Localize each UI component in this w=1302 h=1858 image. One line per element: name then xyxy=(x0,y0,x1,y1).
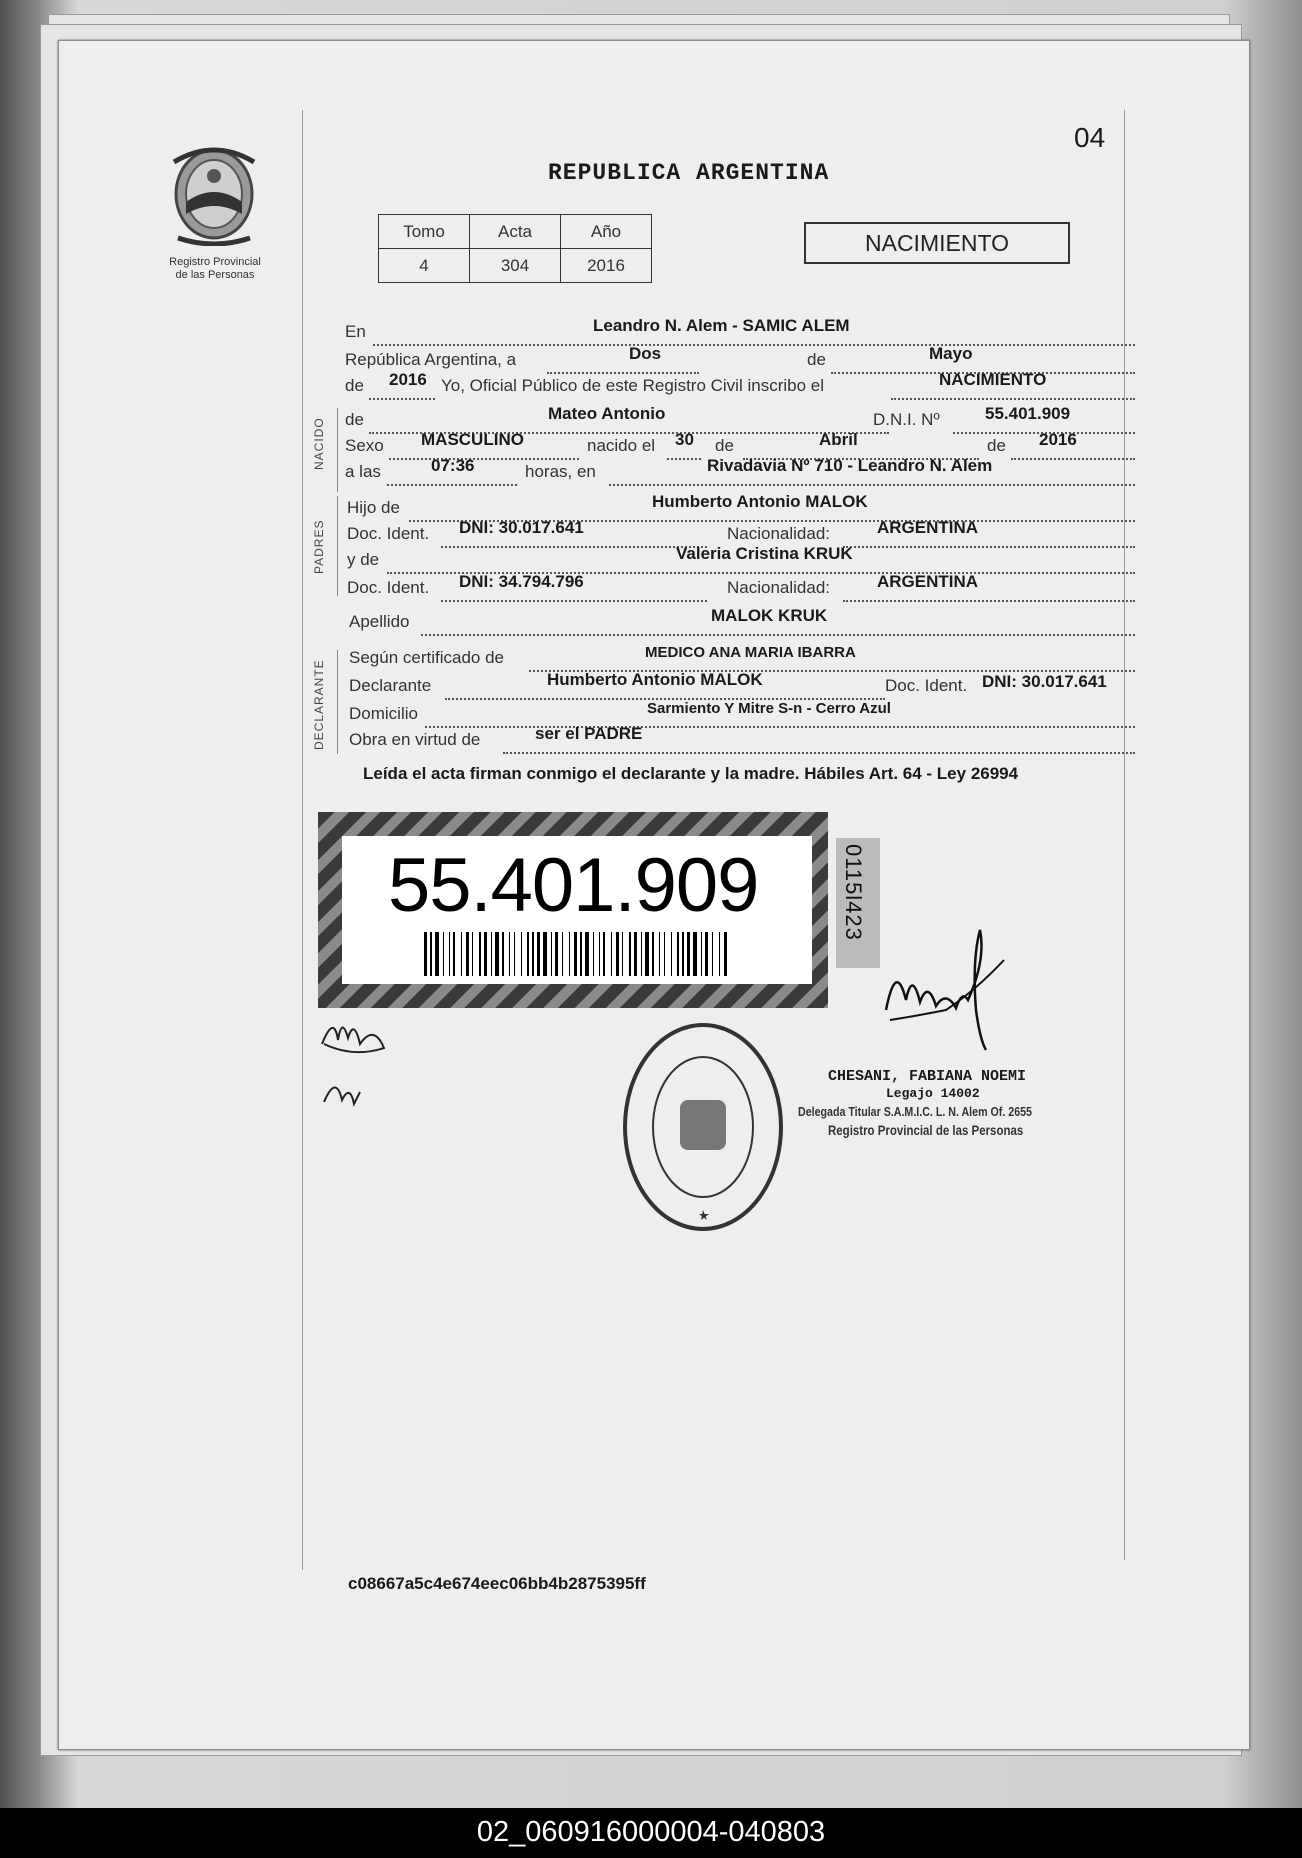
registration-year: 2016 xyxy=(389,370,427,389)
child-sex: MASCULINO xyxy=(421,430,524,449)
registry-table xyxy=(378,214,652,283)
section-divider xyxy=(337,408,338,492)
father-name: Humberto Antonio MALOK xyxy=(652,492,868,511)
en-label: En xyxy=(345,322,366,341)
mother-doc: DNI: 34.794.796 xyxy=(459,572,584,591)
officer-text: Yo, Oficial Público de este Registro Civil inscribo el xyxy=(441,376,824,395)
official-signature xyxy=(876,920,1026,1070)
mother-nationality: ARGENTINA xyxy=(877,572,979,591)
declarant-capacity: ser el PADRE xyxy=(535,724,643,743)
dni-label: D.N.I. Nº xyxy=(873,410,940,429)
birth-month: Abril xyxy=(819,430,858,449)
signatory-office: Registro Provincial de las Personas xyxy=(828,1122,1024,1138)
footer-bar xyxy=(0,1808,1302,1858)
father-nationality: ARGENTINA xyxy=(877,518,979,537)
coat-of-arms-logo xyxy=(164,142,264,246)
birth-year: 2016 xyxy=(1039,430,1077,449)
obra-label: Obra en virtud de xyxy=(349,730,481,749)
surname-row xyxy=(345,606,1115,638)
de-label: de xyxy=(715,436,734,455)
dni-sticker xyxy=(318,812,828,1008)
legal-note: Leída el acta firman conmigo el declarante y la madre. Hábiles Art. 64 - Ley 26994 xyxy=(363,764,1019,783)
barcode xyxy=(424,932,734,976)
ano-header: Año xyxy=(561,215,652,249)
acta-header: Acta xyxy=(470,215,561,249)
tomo-header: Tomo xyxy=(379,215,470,249)
place-value: Leandro N. Alem - SAMIC ALEM xyxy=(593,316,850,335)
child-dni: 55.401.909 xyxy=(985,404,1071,423)
document-hash: c08667a5c4e674eec06bb4b2875395ff xyxy=(348,1574,646,1593)
section-divider xyxy=(337,496,338,596)
sticker-dni-number: 55.401.909 xyxy=(388,843,759,928)
de-label: de xyxy=(345,410,364,429)
signatory-legajo: Legajo 14002 xyxy=(886,1086,980,1101)
logo-caption: Registro Provincial de las Personas xyxy=(169,256,261,281)
mother-doc-row xyxy=(345,572,1115,604)
declarante-label: Declarante xyxy=(349,676,432,695)
domicilio-label: Domicilio xyxy=(349,704,418,723)
doc-label: Doc. Ident. xyxy=(885,676,968,695)
signatory-role: Delegada Titular S.A.M.I.C. L. N. Alem Of. 2655 xyxy=(798,1104,1032,1119)
nacido-side-label: NACIDO xyxy=(312,417,326,470)
ano-value: 2016 xyxy=(561,249,652,283)
officer-row xyxy=(345,370,1115,402)
de-label: de xyxy=(807,350,826,369)
padres-side-label: PADRES xyxy=(312,519,326,574)
nacionalidad-label: Nacionalidad: xyxy=(727,578,831,597)
tomo-value: 4 xyxy=(379,249,470,283)
initials-signature xyxy=(314,1004,394,1114)
horas-label: horas, en xyxy=(525,462,596,481)
act-type: NACIMIENTO xyxy=(939,370,1047,389)
birth-day: 30 xyxy=(675,430,694,449)
margin-line xyxy=(302,110,303,1570)
dni-sticker-label xyxy=(342,836,812,984)
apellido-label: Apellido xyxy=(349,612,410,631)
footer-id: 02_060916000004-040803 xyxy=(476,1816,826,1848)
y-de-label: y de xyxy=(347,550,380,569)
de-label: de xyxy=(345,376,364,395)
birth-time: 07:36 xyxy=(431,456,475,475)
sexo-label: Sexo xyxy=(345,436,384,455)
birth-place: Rivadavia Nº 710 - Leandro N. Alem xyxy=(707,456,993,475)
section-divider xyxy=(337,650,338,754)
declarante-side-label: DECLARANTE xyxy=(312,659,326,750)
a-las-label: a las xyxy=(345,462,381,481)
mother-name: Valeria Cristina KRUK xyxy=(676,544,853,563)
father-doc: DNI: 30.017.641 xyxy=(459,518,584,537)
nacionalidad-label: Nacionalidad: xyxy=(727,524,831,543)
address-row xyxy=(345,700,1115,730)
signatory-name: CHESANI, FABIANA NOEMI xyxy=(828,1068,1027,1085)
sticker-serial xyxy=(836,838,880,968)
born-time-row xyxy=(345,456,1115,488)
declarant-name: Humberto Antonio MALOK xyxy=(547,670,763,689)
child-surname: MALOK KRUK xyxy=(711,606,828,625)
country-label: República Argentina, a xyxy=(345,350,517,369)
capacity-row xyxy=(345,724,1115,756)
child-name: Mateo Antonio xyxy=(548,404,666,423)
place-row xyxy=(345,316,1115,348)
certificate-issuer: MEDICO ANA MARIA IBARRA xyxy=(645,644,856,661)
record-type-box: NACIMIENTO xyxy=(804,222,1070,264)
declarant-address: Sarmiento Y Mitre S-n - Cerro Azul xyxy=(647,700,891,717)
page-number: 04 xyxy=(1074,122,1106,153)
hijo-label: Hijo de xyxy=(347,498,400,517)
acta-value: 304 xyxy=(470,249,561,283)
declarant-doc: DNI: 30.017.641 xyxy=(982,672,1107,691)
doc-label: Doc. Ident. xyxy=(347,578,430,597)
declarant-row xyxy=(345,670,1115,702)
sticker-serial-number: 0115l423 xyxy=(841,844,866,941)
dotted-line xyxy=(547,350,699,374)
document-title: REPUBLICA ARGENTINA xyxy=(548,160,830,186)
doc-label: Doc. Ident. xyxy=(347,524,430,543)
registration-day: Dos xyxy=(629,344,662,363)
official-seal xyxy=(620,1020,786,1234)
registration-month: Mayo xyxy=(929,344,973,363)
nacido-label: nacido el xyxy=(587,436,656,455)
certificado-label: Según certificado de xyxy=(349,648,504,667)
de-label: de xyxy=(987,436,1006,455)
